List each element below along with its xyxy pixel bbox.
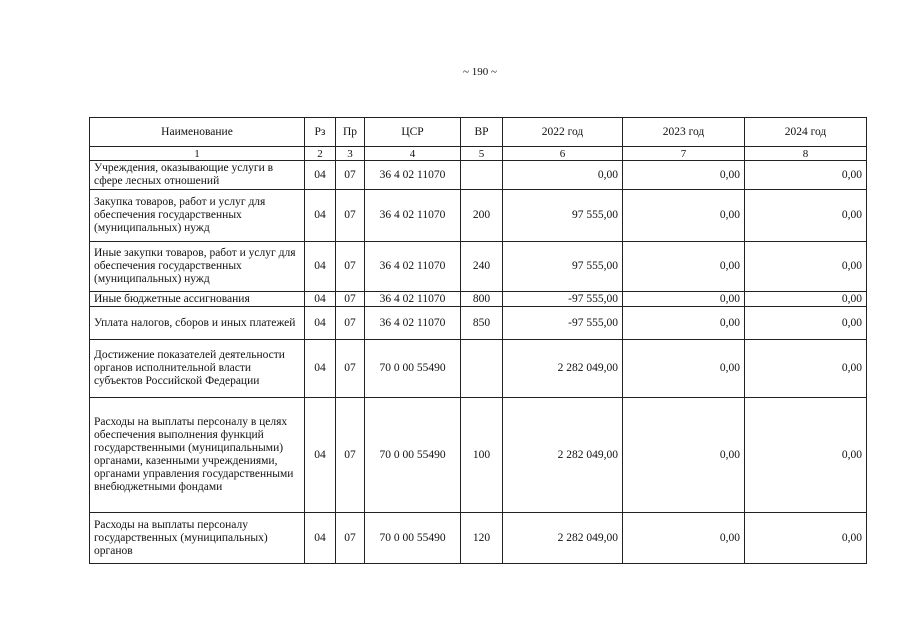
row-pr: 07 <box>336 307 365 340</box>
row-2024: 0,00 <box>745 190 867 242</box>
row-rz: 04 <box>305 340 336 398</box>
header-2022: 2022 год <box>503 118 623 147</box>
row-rz: 04 <box>305 292 336 307</box>
page-number: ~ 190 ~ <box>463 66 497 78</box>
row-vr <box>461 161 503 190</box>
row-vr <box>461 340 503 398</box>
row-vr: 100 <box>461 398 503 513</box>
column-number: 1 <box>90 147 305 161</box>
table-row <box>90 292 867 307</box>
header-name: Наименование <box>90 118 305 147</box>
table-row <box>90 398 867 513</box>
row-pr: 07 <box>336 242 365 292</box>
header-row <box>90 118 867 147</box>
row-csr: 70 0 00 55490 <box>365 340 461 398</box>
table-row <box>90 513 867 564</box>
row-vr: 240 <box>461 242 503 292</box>
header-2024: 2024 год <box>745 118 867 147</box>
row-pr: 07 <box>336 340 365 398</box>
row-rz: 04 <box>305 513 336 564</box>
row-2024: 0,00 <box>745 398 867 513</box>
row-2023: 0,00 <box>623 340 745 398</box>
column-number: 6 <box>503 147 623 161</box>
row-name: Учреждения, оказывающие услуги в сфере лесных отношений <box>90 161 305 190</box>
row-rz: 04 <box>305 307 336 340</box>
row-2022: 2 282 049,00 <box>503 513 623 564</box>
row-2022: 97 555,00 <box>503 190 623 242</box>
row-2024: 0,00 <box>745 242 867 292</box>
table-row <box>90 242 867 292</box>
row-csr: 36 4 02 11070 <box>365 190 461 242</box>
row-rz: 04 <box>305 242 336 292</box>
row-name: Иные бюджетные ассигнования <box>90 292 305 307</box>
row-2024: 0,00 <box>745 292 867 307</box>
row-vr: 850 <box>461 307 503 340</box>
row-2023: 0,00 <box>623 292 745 307</box>
table-row <box>90 340 867 398</box>
row-pr: 07 <box>336 190 365 242</box>
row-2022: -97 555,00 <box>503 307 623 340</box>
row-2023: 0,00 <box>623 513 745 564</box>
row-name: Уплата налогов, сборов и иных платежей <box>90 307 305 340</box>
row-csr: 36 4 02 11070 <box>365 292 461 307</box>
table-row <box>90 161 867 190</box>
column-number: 8 <box>745 147 867 161</box>
row-pr: 07 <box>336 513 365 564</box>
column-number: 7 <box>623 147 745 161</box>
row-2022: 97 555,00 <box>503 242 623 292</box>
table-row <box>90 190 867 242</box>
column-number-row <box>90 147 867 161</box>
row-2023: 0,00 <box>623 242 745 292</box>
row-2023: 0,00 <box>623 190 745 242</box>
row-2023: 0,00 <box>623 307 745 340</box>
row-2024: 0,00 <box>745 307 867 340</box>
row-2022: -97 555,00 <box>503 292 623 307</box>
column-number: 5 <box>461 147 503 161</box>
row-csr: 36 4 02 11070 <box>365 161 461 190</box>
row-vr: 800 <box>461 292 503 307</box>
header-rz: Рз <box>305 118 336 147</box>
row-2023: 0,00 <box>623 161 745 190</box>
row-csr: 36 4 02 11070 <box>365 307 461 340</box>
row-pr: 07 <box>336 161 365 190</box>
budget-table <box>89 117 867 564</box>
row-2024: 0,00 <box>745 161 867 190</box>
row-name: Достижение показателей деятельности органов исполнительной власти субъектов Российской Федерации <box>90 340 305 398</box>
row-2022: 0,00 <box>503 161 623 190</box>
row-csr: 36 4 02 11070 <box>365 242 461 292</box>
row-csr: 70 0 00 55490 <box>365 398 461 513</box>
header-csr: ЦСР <box>365 118 461 147</box>
header-pr: Пр <box>336 118 365 147</box>
row-2024: 0,00 <box>745 513 867 564</box>
row-2023: 0,00 <box>623 398 745 513</box>
row-rz: 04 <box>305 161 336 190</box>
header-2023: 2023 год <box>623 118 745 147</box>
row-2022: 2 282 049,00 <box>503 340 623 398</box>
row-csr: 70 0 00 55490 <box>365 513 461 564</box>
row-name: Иные закупки товаров, работ и услуг для обеспечения государственных (муниципальных) нужд <box>90 242 305 292</box>
column-number: 2 <box>305 147 336 161</box>
row-pr: 07 <box>336 292 365 307</box>
row-2022: 2 282 049,00 <box>503 398 623 513</box>
column-number: 4 <box>365 147 461 161</box>
header-vr: ВР <box>461 118 503 147</box>
row-2024: 0,00 <box>745 340 867 398</box>
row-name: Расходы на выплаты персоналу в целях обеспечения выполнения функций государственными (муниципальными) органами, казенными учреждениями, органами управления государственными внебюджетными фондами <box>90 398 305 513</box>
row-rz: 04 <box>305 398 336 513</box>
row-name: Закупка товаров, работ и услуг для обеспечения государственных (муниципальных) нужд <box>90 190 305 242</box>
column-number: 3 <box>336 147 365 161</box>
row-vr: 200 <box>461 190 503 242</box>
row-name: Расходы на выплаты персоналу государственных (муниципальных) органов <box>90 513 305 564</box>
row-vr: 120 <box>461 513 503 564</box>
row-rz: 04 <box>305 190 336 242</box>
table-row <box>90 307 867 340</box>
row-pr: 07 <box>336 398 365 513</box>
